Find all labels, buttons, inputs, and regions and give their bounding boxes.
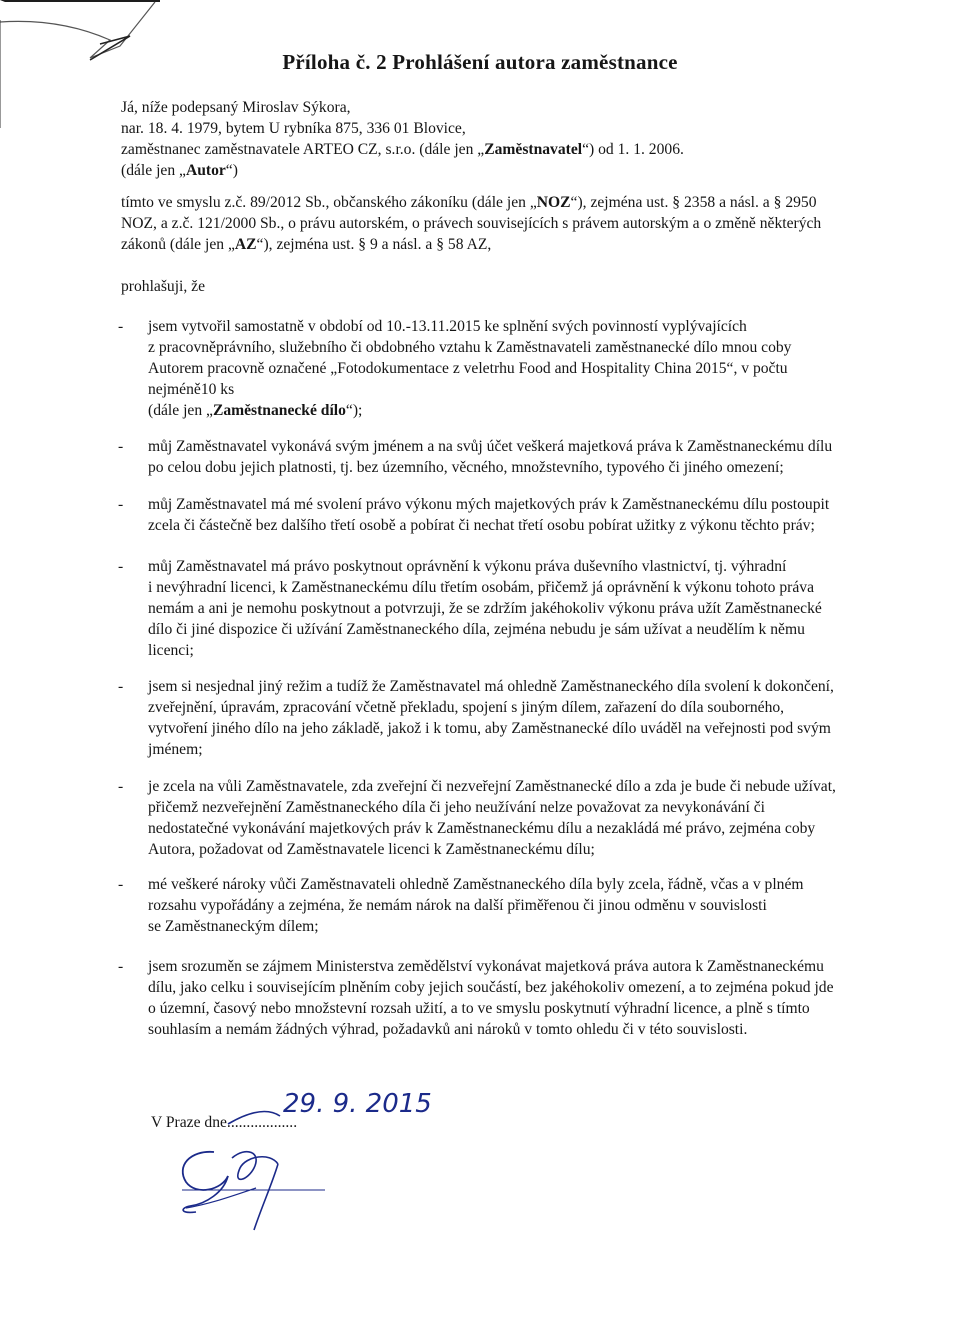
item-4-line-3: nemám a ani je nemohu poskytnout a potvrzuji, že se zdržím jakéhokoliv výkonu práva užít Zaměstnanecké [148,600,822,617]
bullet-7: - [118,876,124,893]
bullet-2: - [118,438,124,455]
item-2-line-2: po celou dobu jejich platnosti, tj. bez územního, věcného, množstevního, typového či jiného omezení; [148,459,784,476]
item-5-line-4: jménem; [148,741,203,758]
legal-ref-line-2: NOZ, a z.č. 121/2000 Sb., o právu autorském, o právech souvisejících s právem autorským a o změně některých [121,215,822,232]
item-7-line-2: rozsahu vypořádány a zejména, že nemám nárok na další přiměřenou či jinou odměnu v souvislosti [148,897,767,914]
legal-ref-line-1: tímto ve smyslu z.č. 89/2012 Sb., občanského zákoníku (dále jen „NOZ“), zejména ust. § 2358 a násl. a § 2950 [121,194,817,211]
declare-intro: prohlašuji, že [121,278,206,295]
signature-image [182,1152,325,1230]
bullet-4: - [118,558,124,575]
item-4-line-1: můj Zaměstnavatel má právo poskytnout oprávnění k výkonu práva duševního vlastnictví, tj. výhradní [148,558,787,575]
place-date-label: V Praze dne.................. [151,1114,298,1131]
item-6-line-3: nedostatečné vykonávání majetkových práv k Zaměstnaneckému dílu a nezakládá mé právo, zejména coby [148,820,816,837]
svg-text:29. 9. 2015: 29. 9. 2015 [283,1089,432,1119]
item-4-line-2: i nevýhradní licenci, k Zaměstnaneckému dílu třetím osobám, přičemž já oprávnění k výkonu tohoto práva [148,579,815,596]
date-dots: .................. [226,1114,298,1131]
item-6-line-4: Autora, požadovat od Zaměstnavatele licenci k Zaměstnaneckému dílu; [148,841,595,858]
item-8-line-3: o územní, časový nebo množstevní rozsah užití, a to ve smyslu poskytnutí výhradní licence, a plně s tímto [148,1000,810,1017]
bullet-3: - [118,496,124,513]
bullet-6: - [118,778,124,795]
employment-line: zaměstnanec zaměstnavatele ARTEO CZ, s.r.o. (dále jen „Zaměstnavatel“) od 1. 1. 2006. [121,141,684,158]
handwritten-date [228,1089,432,1124]
item-6-line-1: je zcela na vůli Zaměstnavatele, zda zveřejní či nezveřejní Zaměstnanecké dílo a zda je bude či nebude užívat, [148,778,836,795]
item-8-line-4: souhlasím a nemám žádných výhrad, požadavků ani nároků v tomto ohledu či v této souvislosti. [148,1021,748,1038]
employee-work-term: Zaměstnanecké dílo [212,402,346,419]
legal-ref-line-3: zákonů (dále jen „AZ“), zejména ust. § 9 a násl. a § 58 AZ, [121,236,492,253]
declarant-name-line: Já, níže podepsaný Miroslav Sýkora, [121,99,351,116]
item-4-line-5: licenci; [148,642,194,659]
item-1-line-2: z pracovněprávního, služebního či obdobného vztahu k Zaměstnavateli zaměstnanecké dílo mnou coby [148,339,792,356]
bullet-8: - [118,958,124,975]
author-definition-line: (dále jen „Autor“) [121,162,238,179]
item-1-line-1: jsem vytvořil samostatně v období od 10.-13.11.2015 ke splnění svých povinností vyplývajících [148,318,747,335]
item-4-line-4: dílo či jiné dispozice či užívání Zaměstnaneckého díla, zejména nebudu je sám užívat a neudělím k němu [148,621,805,638]
az-term: AZ [234,236,257,253]
item-8-line-1: jsem srozuměn se zájmem Ministerstva zemědělství vykonávat majetková práva autora k Zaměstnaneckému [148,958,824,975]
bullet-5: - [118,678,124,695]
item-1-line-5: (dále jen „Zaměstnanecké dílo“); [148,402,363,419]
employer-term: Zaměstnavatel [484,141,583,158]
item-6-line-2: přičemž nezveřejnění Zaměstnaneckého díla či jeho neužívání nelze považovat za nevykonávání či [148,799,765,816]
item-2-line-1: můj Zaměstnavatel vykonává svým jménem a na svůj účet veškerá majetková práva k Zaměstnaneckému dílu [148,438,833,455]
bullet-1: - [118,318,124,335]
item-3-line-1: můj Zaměstnavatel má mé svolení právo výkonu mých majetkových práv k Zaměstnaneckému dílu postoupit [148,496,830,513]
document-title: Příloha č. 2 Prohlášení autora zaměstnance [282,50,678,74]
author-term: Autor [185,162,226,179]
item-1-line-3: Autorem pracovně označené „Fotodokumentace z veletrhu Food and Hospitality China 2015“, v počtu [148,360,788,377]
item-7-line-3: se Zaměstnaneckým dílem; [148,918,319,935]
item-7-line-1: mé veškeré nároky vůči Zaměstnavateli ohledně Zaměstnaneckého díla byly zcela, řádně, včas a v plném [148,876,804,893]
item-5-line-1: jsem si nesjednal jiný režim a tudíž že Zaměstnavatel má ohledně Zaměstnaneckého díla svolení k dokončení, [148,678,834,695]
item-5-line-3: vytvoření jiného dílo na jeho základě, jakož i k tomu, aby Zaměstnanecké dílo uváděl na veřejnosti pod svým [148,720,831,737]
birth-address-line: nar. 18. 4. 1979, bytem U rybníka 875, 336 01 Blovice, [121,120,466,137]
item-3-line-2: zcela či částečně bez dalšího třetí osobě a pobírat či nechat třetí osobu pobírat užitky z výkonu těchto práv; [148,517,815,534]
item-8-line-2: dílu, jako celku i souvisejícím plněním coby jejich součástí, bez jakéhokoliv omezení, a to zejména pokud jde [148,979,834,996]
noz-term: NOZ [536,194,571,211]
item-5-line-2: zveřejnění, úpravám, zpracování včetně překladu, spojení s jiným dílem, zařazení do díla souborného, [148,699,785,716]
item-1-line-4: nejméně10 ks [148,381,235,398]
